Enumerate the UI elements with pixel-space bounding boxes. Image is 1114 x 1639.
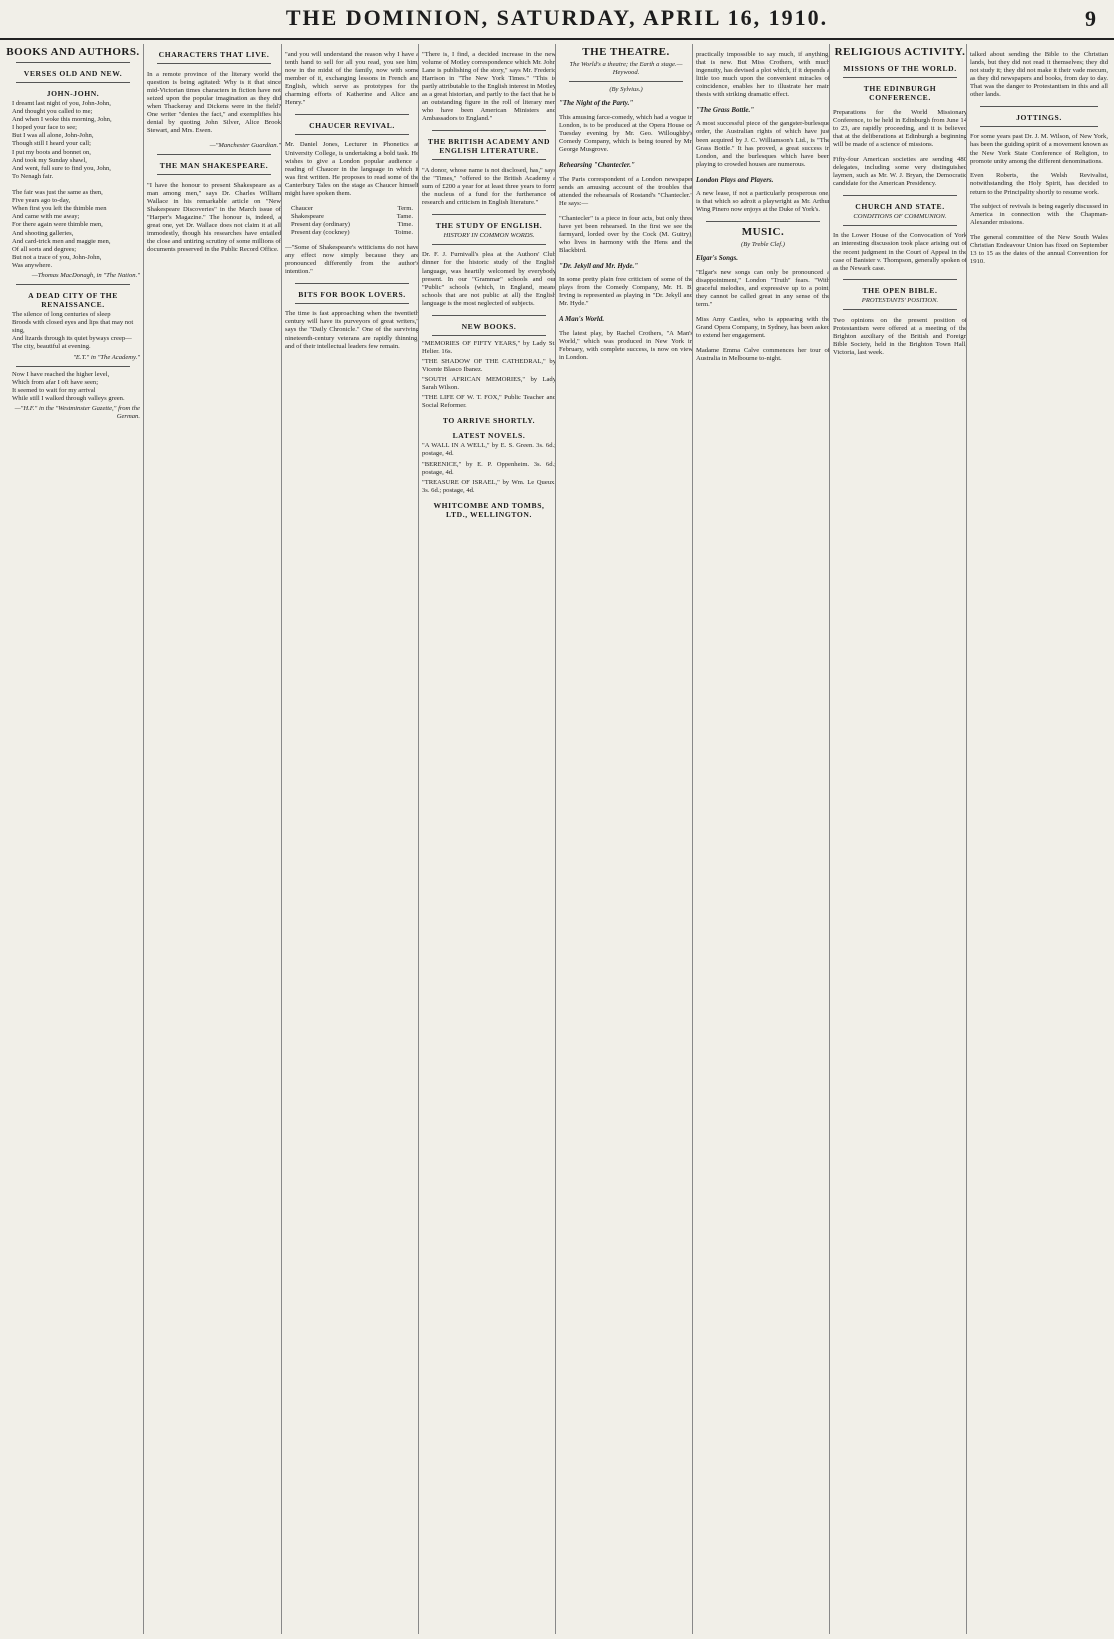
article-subheading: CONDITIONS OF COMMUNION. (853, 212, 947, 220)
poem-title: A DEAD CITY OF THE RENAISSANCE. (28, 291, 118, 310)
article-paragraph: The Paris correspondent of a London newspaper sends an amusing account of the troubles that attended the rehearsals of Rostand's "Chantecler." He says:— (559, 175, 693, 207)
table-row: Chaucer Term. (291, 204, 413, 212)
article-paragraph: —"Some of Shakespeare's witticisms do not have any effect now simply because they are pronounced differently from the author's intention." (285, 243, 419, 275)
poem-credit: —"H.F." in the "Westminster Gazette," from the German. (14, 405, 140, 421)
article-paragraph: In the Lower House of the Convocation of York an interesting discussion took place arising out of the recent judgment in the Court of Appeal in the case of Banister v. Thompson, generally spoken of as the Newark case. (833, 232, 967, 272)
article-heading: LATEST NOVELS. (452, 431, 526, 441)
poem-title: JOHN-JOHN. (46, 89, 100, 98)
article-heading: CHAUCER REVIVAL. (309, 120, 395, 130)
article-paragraph: practically impossible to say much, if anything, that is new. But Miss Crothers, with much ingenuity, has devised a plot which, if it depends a little too much upon the convenient miracles of coincidence, enables her to illustrate her main thesis with striking dramatic effect. (696, 50, 830, 99)
article-paragraph: In a remote province of the literary world the question is being agitated: Why is it that since mid-Victorian times characters in fiction have not seized upon the popular imagination as they did when Thackeray and Dickens were in the field? One writer "denies the fact," and exemplifies his denial by quoting John Silver, Alice Brook Stewart, and Mrs. Ewen. (147, 70, 281, 135)
column-5 (555, 44, 693, 1634)
article-paragraph: A new lease, if not a particularly prosperous one, is that which so adroit a playwright as Mr. Arthur Wing Pinero now enjoys at the Duke of York's. (696, 190, 830, 214)
column-4 (418, 44, 556, 1634)
article-heading: THE BRITISH ACADEMY AND ENGLISH LITERATURE. (427, 137, 551, 156)
masthead (0, 0, 1114, 40)
article-paragraph: Madame Emma Calve commences her tour of Australia in Melbourne to-night. (696, 346, 830, 362)
list-item: "SOUTH AFRICAN MEMORIES," by Lady Sarah Wilson. (422, 376, 556, 392)
poem-text: Now I have reached the higher level, Which from afar I oft have seen; It seemed to wait for my arrival While still I walked through valleys green. (12, 370, 125, 402)
list-item: "MEMORIES OF FIFTY YEARS," by Lady St. Helier. 16s. (422, 339, 556, 355)
article-subheading: "Dr. Jekyll and Mr. Hyde." (559, 261, 639, 270)
columns (6, 44, 1108, 1634)
article-paragraph: The general committee of the New South Wales Christian Endeavour Union has fixed on September 13 to 15 as the dates of the annual Convention for 1910. (970, 234, 1108, 266)
masthead-title: THE DOMINION, SATURDAY, APRIL 16, 1910. (285, 5, 829, 30)
section-title: THE THEATRE. (582, 46, 670, 58)
byline: (By Treble Clef.) (741, 240, 785, 248)
article-heading: NEW BOOKS. (461, 321, 517, 331)
verses-heading: VERSES OLD AND NEW. (23, 69, 123, 78)
article-paragraph: This amusing farce-comedy, which had a vogue in London, is to be produced at the Opera House on Tuesday evening by Mr. Geo. Willoughby's Comedy Company, which is being toured by Mr. George Musgrove. (559, 113, 693, 154)
article-heading: MISSIONS OF THE WORLD. (843, 64, 957, 73)
column-7 (829, 44, 967, 1634)
article-paragraph: Fifty-four American societies are sending 480 delegates, including some very distinguished laymen, such as Mr. W. J. Bryan, the Democratic candidate for the American Presidency. (833, 155, 967, 187)
column-1 (6, 44, 140, 1634)
column-6 (692, 44, 830, 1634)
article-paragraph: The latest play, by Rachel Crothers, "A Man's World," which was produced in New York in February, with complete success, is now on view in London. (559, 329, 693, 361)
column-3 (281, 44, 419, 1634)
byline: (By Sylvius.) (609, 86, 643, 94)
poem-credit: "E.T." in "The Academy." (73, 353, 140, 361)
article-subheading: "The Night of the Party." (559, 99, 634, 108)
article-paragraph: Miss Amy Castles, who is appearing with the Grand Opera Company, in Sydney, has been asked to extend her engagement. (696, 315, 830, 339)
list-item: "BERENICE," by E. P. Oppenheim. 3s. 6d.; postage, 4d. (422, 460, 556, 476)
article-paragraph: The subject of revivals is being eagerly discussed in America in connection with the Chapman-Alexander missions. (970, 203, 1108, 227)
article-paragraph: Dr. F. J. Furnivall's plea at the Authors' Club dinner for the historic study of the English language, was heartily welcomed by everybody present. In our "Grammar" schools and our "Public" schools (which, in England, means schools that are not public at all) the English language is the most neglected of subjects. (422, 251, 556, 307)
article-heading: BITS FOR BOOK LOVERS. (298, 289, 406, 299)
article-heading: THE STUDY OF ENGLISH. (435, 220, 543, 230)
article-paragraph: "There is, I find, a decided increase in the new volume of Motley correspondence which Mr. John Lane is publishing of the story," says Mr. Frederic Harrison in "The New York Times." "This is partly attributable to the English interest in Motley as a great historian, and partly to the fact that he is an outstanding figure in the roll of literary men who have been American Ministers and Ambassadors to England." (422, 50, 556, 123)
article-paragraph: A most successful piece of the gangster-burlesque order, the Australian rights of which have just been acquired by J. C. Williamson's Ltd., is "The Grass Bottle." It has proved, a great success in London, and the burlesques which have been playing to crowded houses are numerous. (696, 120, 830, 168)
publisher-line: WHITCOMBE AND TOMBS, LTD., WELLINGTON. (433, 500, 545, 519)
article-paragraph: Even Roberts, the Welsh Revivalist, notwithstanding the Holy Spirit, has decided to return to the Principality shortly to resume work. (970, 172, 1108, 196)
article-paragraph: "and you will understand the reason why I have a tenth hand to sell for all you read, you see him, now in the midst of the family, now with some member of it, exchanging lessons in French and English, which serve as prototypes for the charming efforts of Katherine and Alice and Henry." (285, 50, 419, 107)
table-row: Present day (cockney) Toime. (291, 228, 413, 236)
article-paragraph: "Elgar's new songs can only be pronounced a disappointment," London "Truth" fears. "With graceful melodies, and expressive up to a point, they cannot be called great in any sense of the term." (696, 268, 830, 309)
list-item: "A WALL IN A WELL," by E. S. Green. 3s. 6d.; postage, 4d. (422, 442, 556, 458)
list-item: "TREASURE OF ISRAEL," by Wm. Le Queux. 3s. 6d.; postage, 4d. (422, 478, 556, 494)
article-paragraph: In some pretty plain free criticism of some of the plays from the Comedy Company, Mr. H. B. Irving is represented as playing in "Dr. Jekyll and Mr. Hyde." (559, 276, 693, 308)
article-heading: THE EDINBURGH CONFERENCE. (863, 84, 937, 102)
poem-text: I dreamt last night of you, John-John, And thought you called to me; And when I woke this morning, John, I hoped your face to see; But I was all alone, John-John, Though still I heard your call; I put my boots and bonnet on, And took my Sunday shawl, And went, full sure to find you, John, To Nenagh fair. The fair was just the same as then, Five years ago to-day, When first you left the thimble men And came with me away; For there again were thimble men, And shooting galleries, And card-trick men and maggie men, Of all sorts and degrees; But not a trace of you, John-John, Was anywhere. (12, 100, 112, 269)
list-item: "THE LIFE OF W. T. FOX," Public Teacher and Social Reformer. (422, 394, 556, 410)
article-paragraph: "I have the honour to present Shakespeare as a man among men," says Dr. Charles William Wallace in his remarkable article on "New Shakespeare Discoveries" in the March issue of "Harper's Magazine." The honour is, indeed, a great one, yet Dr. Wallace does not claim it at all immodestly, though his researches have entailed the close and untiring scrutiny of some millions of documents preserved in the Public Record Office. (147, 181, 281, 254)
article-heading: JOTTINGS. (1016, 112, 1062, 122)
pronunciation-table (285, 205, 419, 237)
article-heading: THE MAN SHAKESPEARE. (159, 161, 269, 171)
list-item: "THE SHADOW OF THE CATHEDRAL," by Vicente Blasco Ibanez. (422, 357, 556, 373)
poem-text: The silence of long centuries of sleep Broods with closed eyes and lips that may not sing, And lizards through its quiet byways creep— The city, beautiful at evening. (12, 311, 134, 351)
column-8 (966, 44, 1108, 1634)
section-title: BOOKS AND AUTHORS. (6, 46, 140, 58)
article-subheading: "The Grass Bottle." (696, 105, 755, 114)
article-subheading: A Man's World. (559, 315, 605, 324)
article-paragraph: For some years past Dr. J. M. Wilson, of New York, has been the guiding spirit of a movement known as the New York State Conference of Religion, to promote unity among the different denominations. (970, 133, 1108, 165)
article-paragraph: Two opinions on the present position of Protestantism were offered at a meeting of the Brighton auxiliary of the British and Foreign Bible Society, held in the Brighton Town Hall, Victoria, last week. (833, 317, 967, 357)
article-subheading: Elgar's Songs. (696, 254, 739, 263)
poem-credit: —Thomas MacDonagh, in "The Nation." (31, 271, 140, 279)
section-motto: The World's a theatre; the Earth a stage.—Heywood. (569, 61, 683, 77)
article-heading: TO ARRIVE SHORTLY. (442, 416, 536, 426)
column-2 (143, 44, 281, 1634)
article-subheading: HISTORY IN COMMON WORDS. (443, 231, 535, 239)
page-number: 9 (1085, 6, 1096, 31)
table-row: Present day (ordinary) Time. (291, 220, 413, 228)
article-heading: CHURCH AND STATE. (855, 201, 945, 211)
article-subheading: Rehearsing "Chantecler." (559, 160, 635, 169)
table-row: Shakespeare Tame. (291, 212, 413, 220)
article-subheading: PROTESTANTS' POSITION. (861, 297, 939, 305)
article-paragraph: "Chantecler" is a piece in four acts, but only three have yet been rehearsed. In the first we see the farmyard, lorded over by the Cock (M. Guitry), who lives in harmony with the Hens and the Blackbird. (559, 214, 693, 254)
article-paragraph: "A donor, whose name is not disclosed, has," says the "Times," "offered to the British Academy a sum of £200 a year for at least three years to form the nucleus of a fund for the furtherance of research and criticism in English literature." (422, 166, 556, 206)
article-paragraph: The time is fast approaching when the twentieth century will have its purveyors of great writers," says the "Daily Chronicle." One of the surviving nineteenth-century veterans are rapidly thinning, and of their intellectual leaders few remain. (285, 310, 419, 350)
article-heading: THE OPEN BIBLE. (862, 286, 938, 296)
section-title: RELIGIOUS ACTIVITY. (834, 46, 966, 58)
article-heading: CHARACTERS THAT LIVE. (158, 50, 270, 59)
article-subheading: London Plays and Players. (696, 175, 774, 184)
section-title: MUSIC. (741, 225, 785, 238)
article-paragraph: talked about sending the Bible to the Christian lands, but they did not read it themselves; they did not study it; they did not make it their vade mecum, as they did newspapers and books, from day to day. That was the danger to Protestantism in this and all other lands. (970, 50, 1108, 99)
article-credit: —"Manchester Guardian." (209, 141, 281, 149)
article-paragraph: Preparations for the World Missionary Conference, to be held in Edinburgh from June 14 to 23, are rapidly proceeding, and it is believed that at the deliberations at Edinburgh a beginning will be made of a science of missions. (833, 108, 967, 148)
article-paragraph: Mr. Daniel Jones, Lecturer in Phonetics at University College, is undertaking a bold task. He wishes to give a London popular audience a reading of Chaucer in the language in which it was first written. He proposes to read some of the Canterbury Tales on the stage as Chaucer himself might have spoken them. (285, 141, 419, 197)
